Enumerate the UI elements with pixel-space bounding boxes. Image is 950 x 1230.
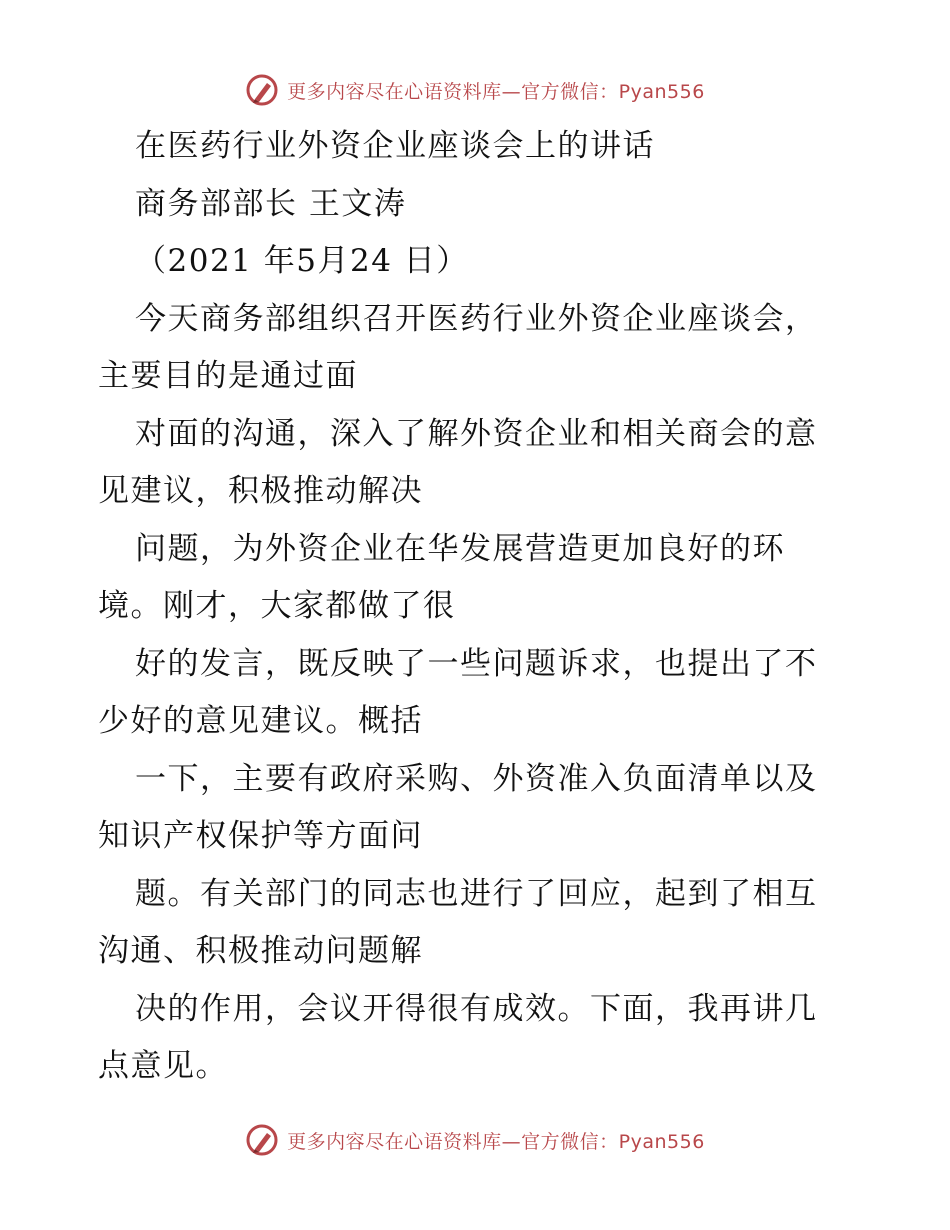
paragraph-line: 问题，为外资企业在华发展营造更加良好的环 [135, 530, 785, 567]
document-author: 商务部部长 王文涛 [135, 185, 407, 222]
watermark-banner-top [0, 70, 950, 110]
paragraph-line: 少好的意见建议。概括 [98, 703, 423, 739]
paragraph-line: 对面的沟通，深入了解外资企业和相关商会的意 [135, 415, 818, 452]
paragraph-line: 境。刚才，大家都做了很 [98, 588, 456, 624]
document-title: 在医药行业外资企业座谈会上的讲话 [135, 128, 655, 164]
paragraph-line: 见建议，积极推动解决 [98, 473, 423, 509]
paragraph-line: 点意见。 [98, 1048, 228, 1084]
paragraph-line: 题。有关部门的同志也进行了回应，起到了相互 [135, 875, 818, 912]
paragraph-line: 决的作用，会议开得很有成效。下面，我再讲几 [135, 990, 818, 1027]
pen-logo-icon [245, 73, 279, 107]
paragraph-line: 今天商务部组织召开医药行业外资企业座谈会， [135, 300, 818, 337]
paragraph-line: 好的发言，既反映了一些问题诉求，也提出了不 [135, 645, 818, 682]
watermark-banner-bottom [0, 1120, 950, 1160]
watermark-text: 更多内容尽在心语资料库—官方微信：Pyan556 [287, 1130, 705, 1153]
document-date: （2021 年5月24 日） [135, 243, 469, 279]
watermark-text: 更多内容尽在心语资料库—官方微信：Pyan556 [287, 80, 705, 103]
paragraph-line: 主要目的是通过面 [98, 358, 358, 394]
paragraph-line: 知识产权保护等方面问 [98, 818, 423, 854]
document-body [98, 118, 858, 1096]
pen-logo-icon [245, 1123, 279, 1157]
paragraph-line: 一下，主要有政府采购、外资准入负面清单以及 [135, 760, 818, 797]
paragraph-line: 沟通、积极推动问题解 [98, 933, 423, 969]
